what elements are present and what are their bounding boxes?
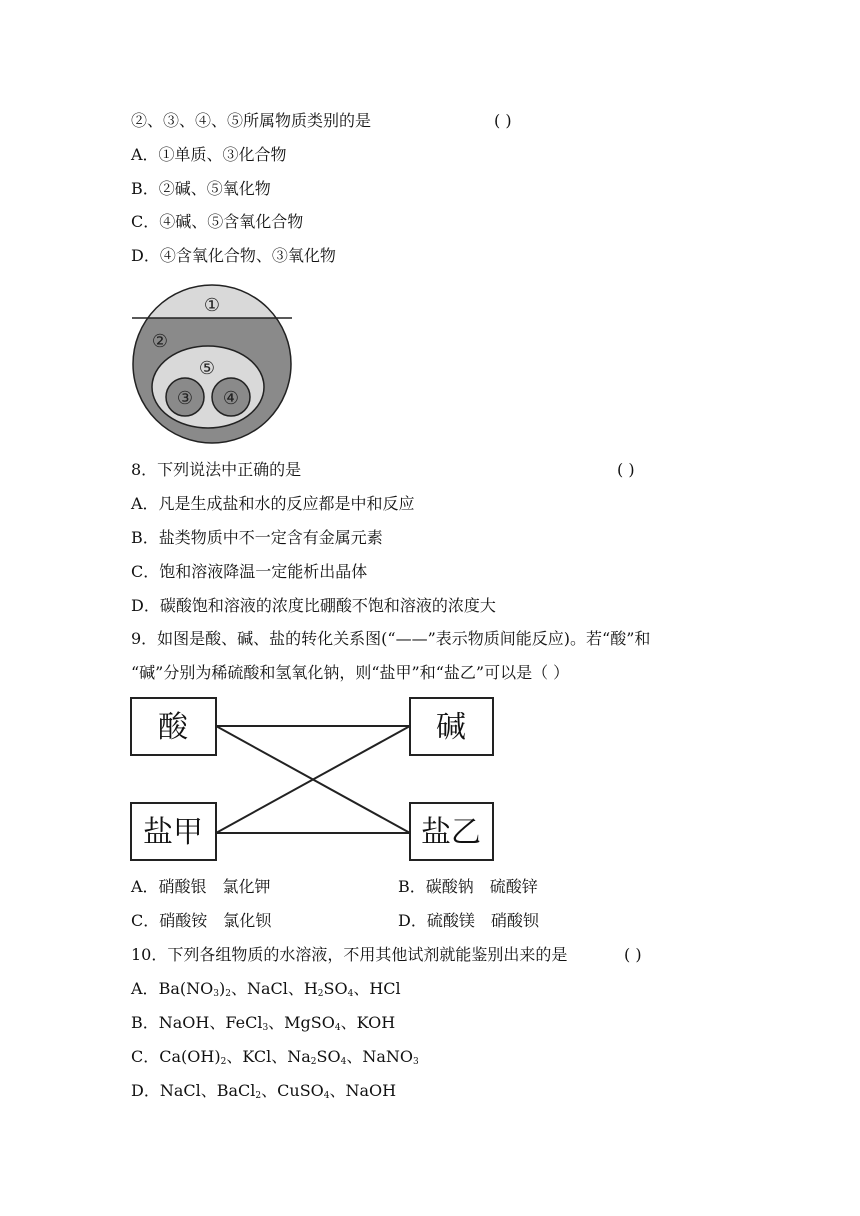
q7-option-b: B．②碱、⑤氧化物	[131, 179, 271, 198]
q7-option-c: C．④碱、⑤含氧化合物	[131, 212, 304, 231]
q8-option-b: B．盐类物质中不一定含有金属元素	[131, 528, 383, 547]
q7-option-d: D．④含氧化合物、③氧化物	[131, 246, 336, 265]
q10-option-c: C．$Ca(OH)_2$、KCl、$Na_2SO_4$、NaNO$_3$	[131, 1047, 419, 1067]
q9-stem-line1: 9．如图是酸、碱、盐的转化关系图(“——”表示物质间能反应)。若“酸”和	[131, 629, 651, 648]
q9-box-acid-label: 酸	[158, 710, 188, 745]
q9-box-base-label: 碱	[436, 710, 466, 745]
q9-box-salt-a-label: 盐甲	[143, 815, 203, 850]
q8-answer-paren: ( )	[617, 460, 635, 479]
q7-option-a: A．①单质、③化合物	[131, 145, 287, 164]
q10-stem: 10．下列各组物质的水溶液，不用其他试剂就能鉴别出来的是	[131, 945, 568, 964]
q9-relation-diagram	[128, 695, 498, 865]
q7-label-4: ④	[222, 388, 240, 409]
q8-option-d: D．碳酸饱和溶液的浓度比硼酸不饱和溶液的浓度大	[131, 596, 496, 615]
q9-option-d: D．硫酸镁 硝酸钡	[398, 911, 539, 930]
q9-option-b: B．碳酸钠 硫酸锌	[398, 877, 538, 896]
q8-option-a: A．凡是生成盐和水的反应都是中和反应	[131, 494, 415, 513]
q9-box-salt-b-label: 盐乙	[421, 815, 481, 850]
q8-stem: 8．下列说法中正确的是	[131, 460, 302, 479]
q7-label-2: ②	[151, 331, 169, 352]
q7-classification-diagram	[128, 283, 296, 445]
q9-option-a: A．硝酸银 氯化钾	[131, 877, 271, 896]
q10-option-d: D．NaCl、BaCl$_2$、CuSO$_4$、NaOH	[131, 1081, 397, 1101]
q8-option-c: C．饱和溶液降温一定能析出晶体	[131, 562, 368, 581]
q7-answer-paren: ( )	[494, 111, 512, 130]
q9-stem-line2: “碱”分别为稀硫酸和氢氧化钠，则“盐甲”和“盐乙”可以是（ ）	[131, 663, 570, 682]
q7-label-3: ③	[176, 388, 194, 409]
q7-label-5: ⑤	[198, 358, 216, 379]
q10-answer-paren: ( )	[624, 945, 642, 964]
q10-option-b: B．NaOH、FeCl$_3$、MgSO$_4$、KOH	[131, 1013, 396, 1033]
q7-label-1: ①	[203, 295, 221, 316]
q10-option-a: A．$Ba(NO_3)_2$、NaCl、$H_2SO_4$、HCl	[131, 979, 401, 999]
q7-stem: ②、③、④、⑤所属物质类别的是	[131, 111, 372, 130]
q9-option-c: C．硝酸铵 氯化钡	[131, 911, 272, 930]
